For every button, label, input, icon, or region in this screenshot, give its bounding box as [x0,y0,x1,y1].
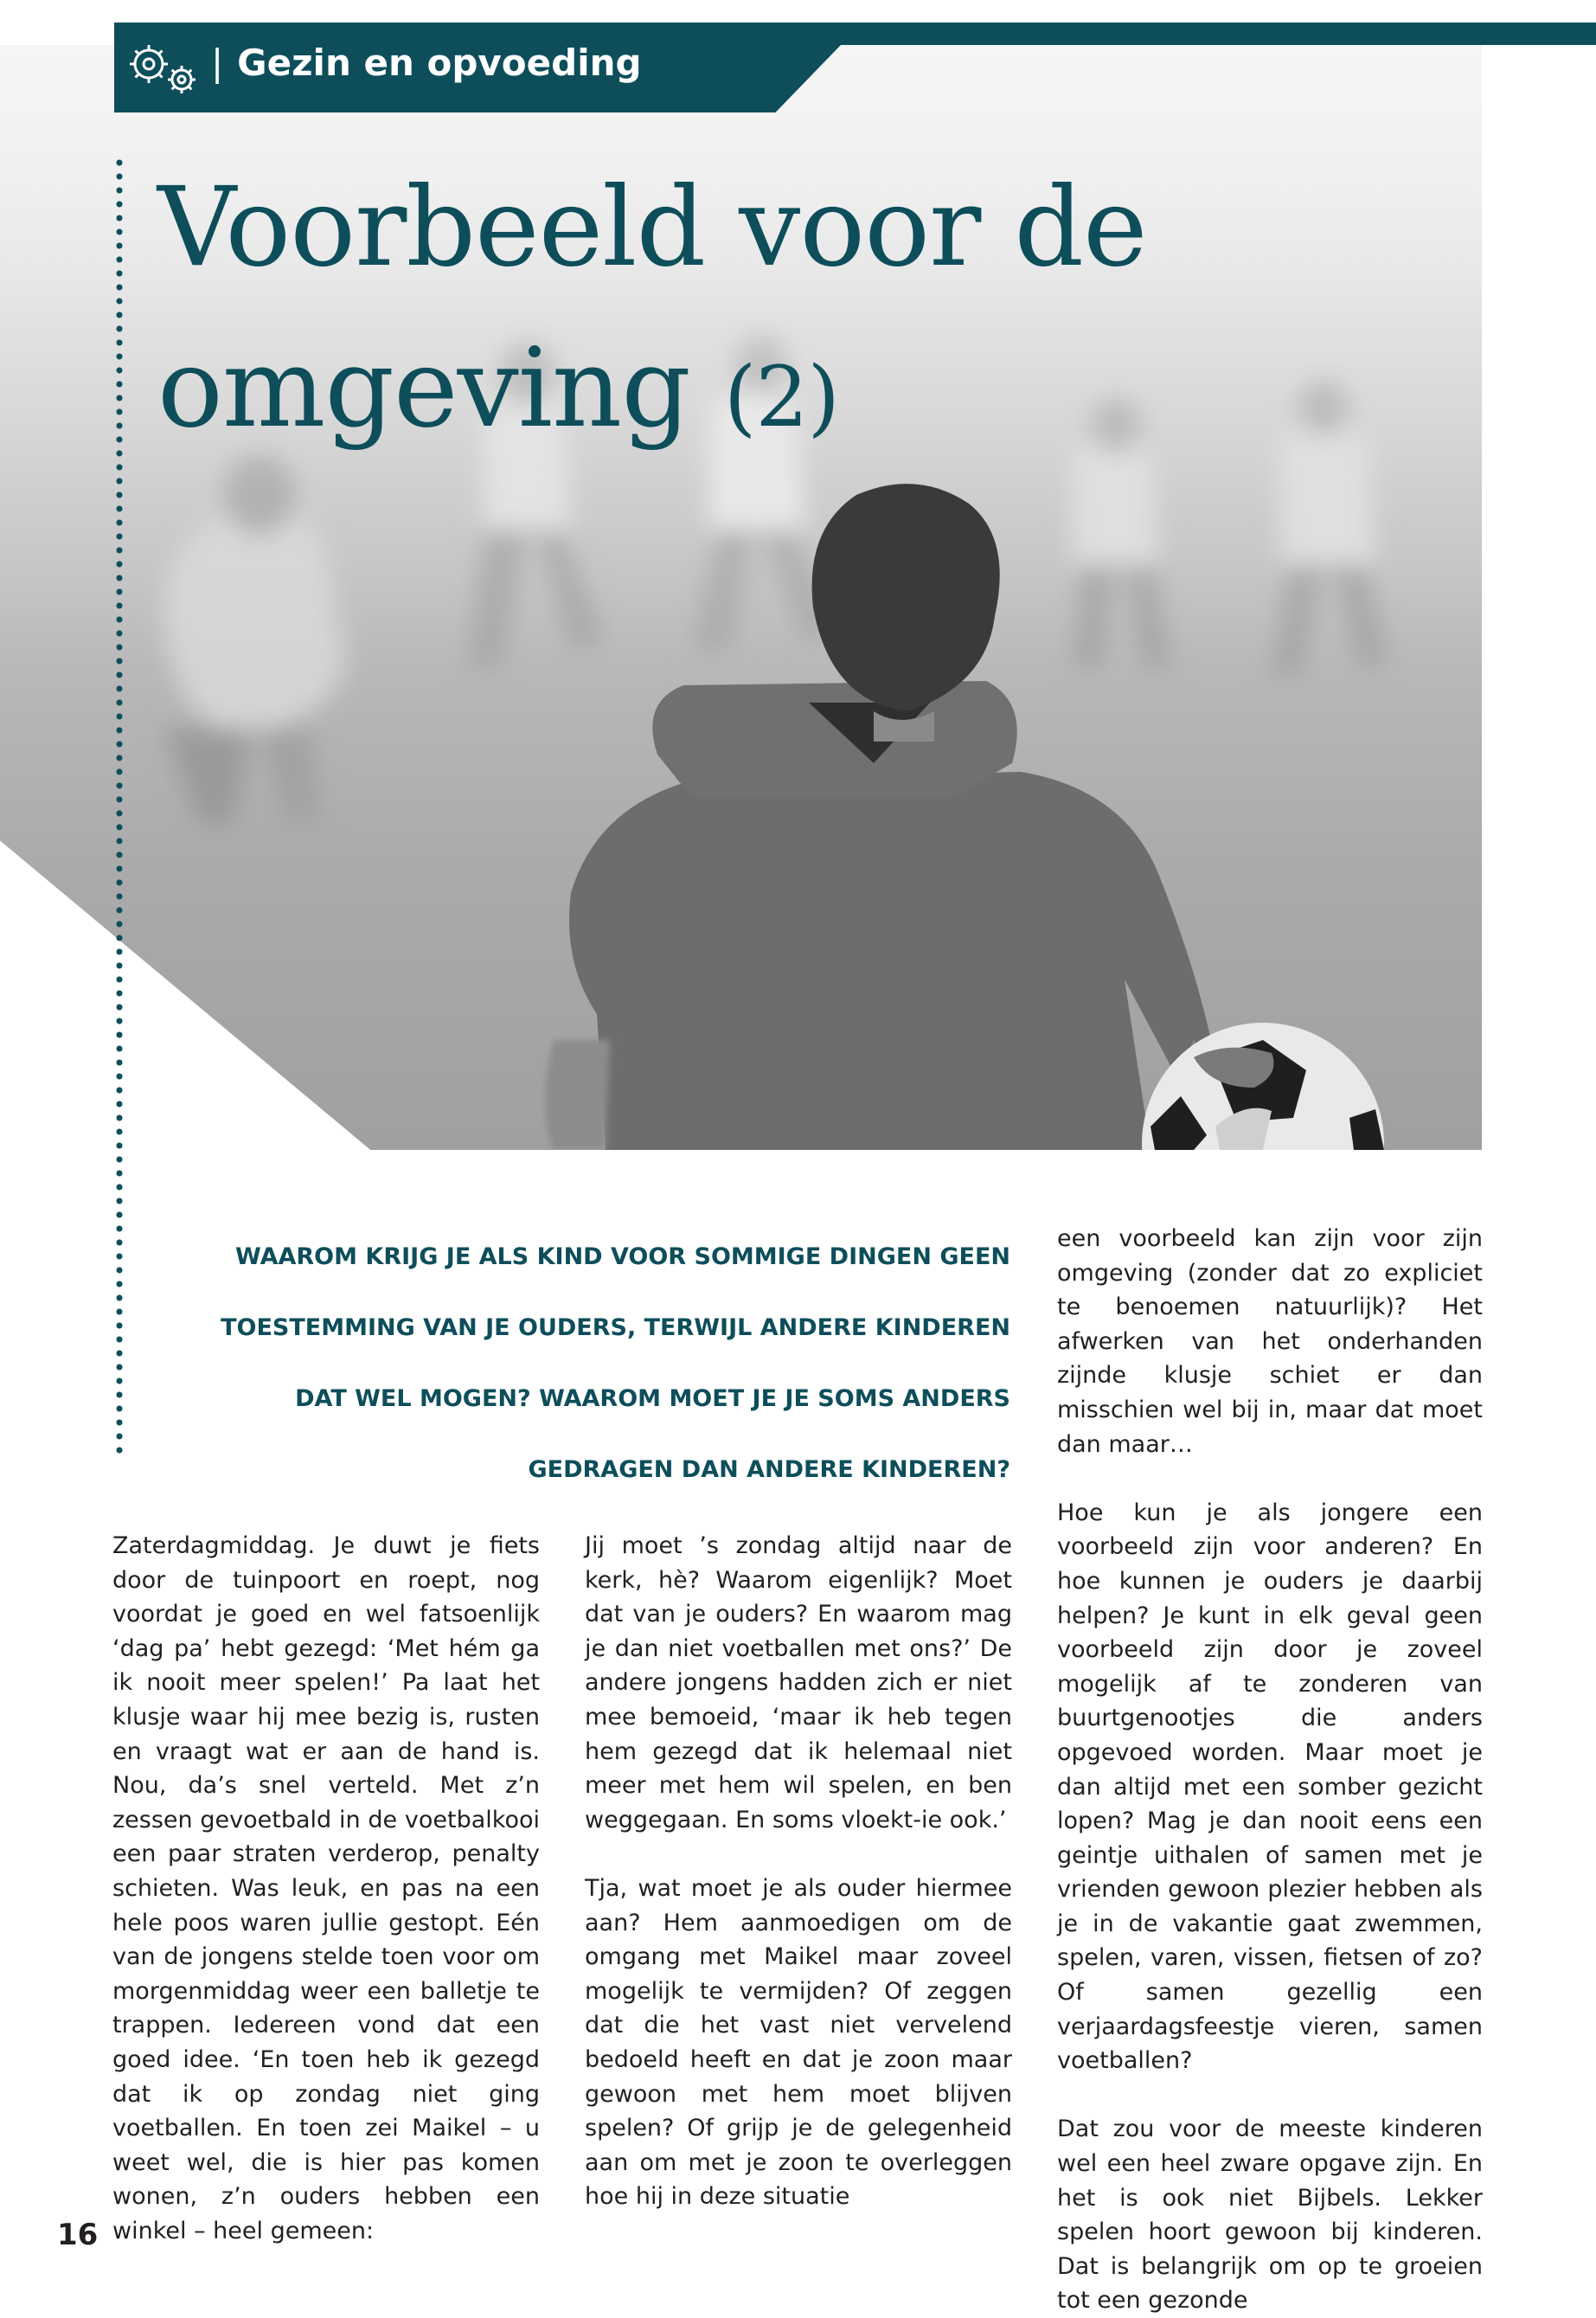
title-number: (2) [723,349,839,446]
intro-lead: WAAROM KRIJG JE ALS KIND VOOR SOMMIGE DINGEN GEEN TOESTEMMING VAN JE OUDERS, TERWIJL ANDERE KINDEREN DAT WEL MOGEN? WAAROM MOET JE JE SOMS ANDERS GEDRAGEN DAN ANDERE KINDEREN? [221,1243,1010,1483]
section-separator: | [211,42,224,84]
paragraph: Zaterdagmiddag. Je duwt je fiets door de tuinpoort en roept, nog voordat je goed en wel fatsoenlijk ‘dag pa’ hebt gezegd: ‘Met hém ga ik nooit meer spelen!’ Pa laat het klusje waar hij mee bezig is, rusten en vraagt wat er aan de hand is. Nou, da’s snel verteld. Met z’n zessen gevoetbald in de voetbalkooi een paar straten verderop, penalty schieten. Was leuk, en pas na een hele poos waren jullie gestopt. Eén van de jongens stelde toen voor om morgenmiddag weer een balletje te trappen. Iedereen vond dat een goed idee. ‘En toen heb ik gezegd dat ik op zondag niet ging voetballen. En toen zei Maikel – u weet wel, die is hier pas komen wonen, z’n ouders hebben een winkel – heel gemeen: [112,1532,540,2244]
paragraph: Tja, wat moet je als ouder hiermee aan? Hem aanmoedigen om de omgang met Maikel maar zoveel mogelijk te vermijden? Of zeggen dat die het vast niet vervelend bedoeld heeft en dat je zoon maar gewoon met hem moet blijven spelen? Of grijp je de gelegenheid aan om met je zoon te overleggen hoe hij in deze situatie [585,1874,1012,2211]
gears-icon [123,38,206,99]
body-column-3 [1057,1222,1483,2318]
dotted-rule [116,156,123,1461]
title-line-1: Voorbeeld voor de [157,164,1147,291]
title-line-2: omgeving [157,324,690,452]
section-title [211,42,642,84]
body-column-1 [112,1529,540,2248]
paragraph: een voorbeeld kan zijn voor zijn omgeving (zonder dat zo expliciet te benoemen natuurlijk)? Het afwerken van het onderhanden zijnde klusje schiet er dan misschien wel bij in, maar dat moet dan maar… [1057,1225,1483,1458]
body-column-2 [585,1529,1012,2214]
article-title [157,147,1147,478]
section-label: Gezin en opvoeding [237,42,642,84]
paragraph: Dat zou voor de meeste kinderen wel een heel zware opgave zijn. En het is ook niet Bijbels. Lekker spelen hoort gewoon bij kinderen. Dat is belangrijk om op te groeien tot een gezonde [1057,2116,1483,2315]
paragraph: Jij moet ’s zondag altijd naar de kerk, hè? Waarom eigenlijk? Moet dat van je ouders? En waarom mag je dan niet voetballen met ons?’ De andere jongens hadden zich er niet mee bemoeid, ‘maar ik heb tegen hem gezegd dat ik helemaal niet meer met hem wil spelen, en ben weggegaan. En soms vloekt-ie ook.’ [585,1532,1012,1833]
paragraph: Hoe kun je als jongere een voorbeeld zijn voor anderen? En hoe kunnen je ouders je daarbij helpen? Je kunt in elk geval geen voorbeeld zijn door je zoveel mogelijk af te zonderen van buurtgenootjes die anders opgevoed worden. Maar moet je dan altijd met een somber gezicht lopen? Mag je dan nooit eens een geintje uithalen of samen met je vrienden gewoon plezier hebben als je in de vakantie gaat zwemmen, spelen, varen, vissen, fietsen of zo? Of samen gezellig een verjaardagsfeestje vieren, samen voetballen? [1057,1499,1483,2075]
page-number: 16 [57,2218,99,2252]
